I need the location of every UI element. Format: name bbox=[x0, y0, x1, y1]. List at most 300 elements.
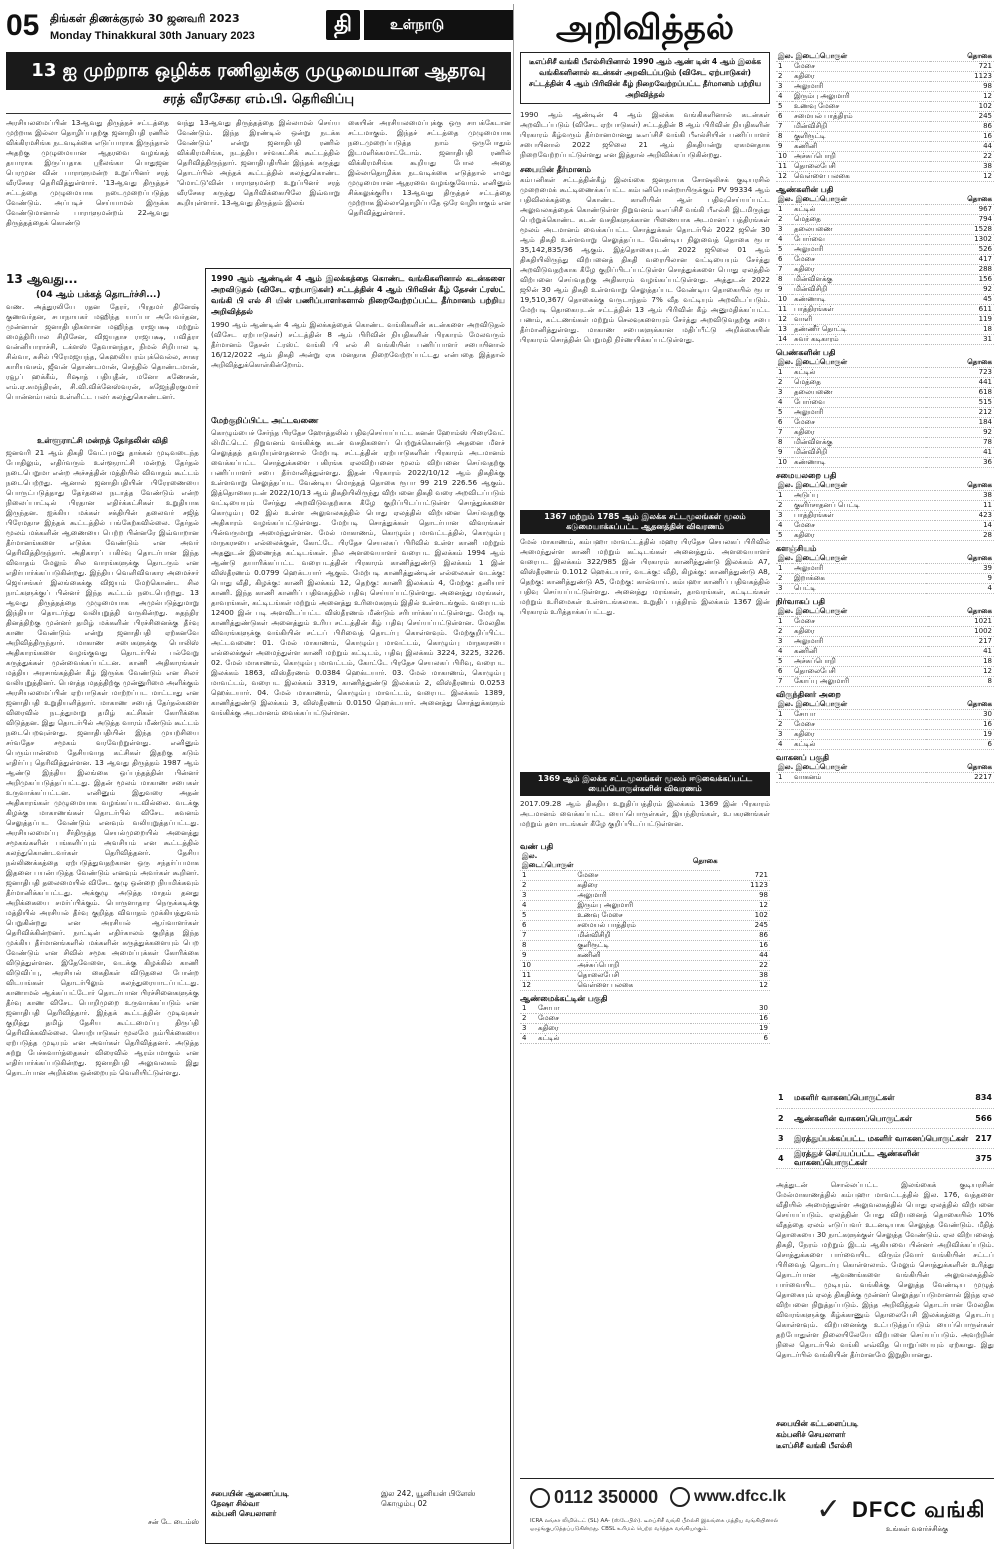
table-row bbox=[776, 102, 994, 112]
row-quantity: 102 bbox=[720, 911, 770, 921]
row-number: 4 bbox=[520, 901, 575, 911]
row-number: 11 bbox=[776, 162, 792, 172]
row-quantity: 2217 bbox=[926, 773, 994, 783]
row-number: 1 bbox=[776, 368, 792, 378]
col-header-qty: தொகை bbox=[928, 607, 994, 617]
col-header-qty: தொகை bbox=[926, 195, 994, 205]
row-number: 8 bbox=[776, 438, 792, 448]
col-header-qty: தொகை bbox=[926, 700, 994, 710]
table-row bbox=[776, 720, 994, 730]
row-quantity: 18 bbox=[928, 657, 994, 667]
inventory-section-title: விருந்தினர் அறை bbox=[776, 690, 841, 699]
notice-schedule-title: மேற்குறிப்பிட்ட அட்டவணை bbox=[211, 416, 319, 425]
row-quantity: 6 bbox=[926, 740, 994, 750]
row-quantity: 102 bbox=[930, 102, 994, 112]
row-number: 9 bbox=[776, 142, 792, 152]
row-number: 10 bbox=[776, 152, 792, 162]
row-number: 4 bbox=[776, 235, 792, 245]
row-item: குளிர்சாதனப் பெட்டி bbox=[792, 501, 935, 511]
row-item: கணினி bbox=[792, 142, 930, 152]
row-quantity: 417 bbox=[926, 255, 994, 265]
row-item: மேசை bbox=[792, 255, 926, 265]
announcement-text-3: 2017.09.28 ஆம் திகதிய உறுதிப்பத்திரம் இலக்கம் 1369 இன் பிரகாரம் அடமானம் வைக்கப்பட்ட யைப்பொருள்கள், இயந்திரங்கள், உபகரணங்கள் மற்றும் தளபாடங்கள் கீழே குறிப்பிடப்பட்டுள்ளன. bbox=[520, 799, 770, 828]
table-header-row bbox=[776, 607, 994, 617]
continuation-subtitle: (04 ஆம் பக்கத் தொடர்ச்சி...) bbox=[36, 290, 161, 300]
table-row bbox=[776, 1088, 994, 1108]
row-number: 4 bbox=[776, 398, 792, 408]
row-item: போர்வை bbox=[792, 398, 926, 408]
row-number: 7 bbox=[776, 265, 792, 275]
row-quantity: 30 bbox=[926, 710, 994, 720]
table-row bbox=[776, 637, 994, 647]
row-quantity: 22 bbox=[720, 961, 770, 971]
row-item: அலுமாரி bbox=[792, 245, 926, 255]
table-row bbox=[776, 511, 994, 521]
row-number: 3 bbox=[776, 511, 792, 521]
table-header-row bbox=[776, 700, 994, 710]
announcement-subheading-3: 1369 ஆம் இலக்க சட்டமூலங்கள் மூலம் ஈடுவைக்கப்பட்ட யைப்பொருள்களின் விவரணம் bbox=[520, 772, 770, 796]
row-item: தண்ணீர் தொட்டி bbox=[792, 325, 926, 335]
row-item: அச்சுப்பொறி bbox=[792, 657, 928, 667]
table-row bbox=[776, 617, 994, 627]
table-row bbox=[776, 122, 994, 132]
table-row bbox=[520, 1024, 770, 1034]
row-item: கணினி bbox=[575, 951, 719, 961]
row-item: கதிரை bbox=[792, 627, 928, 637]
row-item: மின்விளக்கு bbox=[792, 275, 926, 285]
row-item: அலுமாரி bbox=[575, 891, 719, 901]
row-number: 1 bbox=[776, 205, 792, 215]
table-row bbox=[776, 428, 994, 438]
bank-name: DFCC வங்கி bbox=[852, 1497, 986, 1522]
continuation-subheading: உள்ளூராட்சி மன்றத் தேர்தலின் விதி bbox=[37, 436, 168, 445]
announcement-text-1: கம்பனிகள் சட்டத்தின்கீழ் இலங்கை ஜனநாயக சோஷலிசக் குடியரசில் முறைமைக் கூட்டிணைக்கப்பட்ட கம்பனியொன்றாயிருக்கும் PV 99334 ஆம் பதிவிலக்கத்தை கொண்ட காளியின் ஆள் பதிவுசெய்யப்பட்ட அலுவலகத்தைக் கொண்டுள்ள நிறுவனம் டீஎப்சிசீ வங்கி பீஎல்சி இடமிருந்து பெற்றுக்கொண்ட கடன் வசதிகளுக்கான பிணையாக அடமானப் பத்திரங்கள் மூலம் அடமானம் வைக்கப்பட்ட சொத்துக்கள் தொடர்பில் 2022 ஜூன் 30 ஆம் திகதி உள்ளவாறு செலுத்தப்பட வேண்டிய நிலுவைத் தொகை ரூபா 35,142,835/36 ஆகும். இத்தொகையுடன் 2022 ஜூலை 01 ஆம் திகதியிலிருந்து விற்பனைத் திகதி வரையிலான வட்டியையும் சேர்த்து அறவிடுவதற்காக கீழே குறிப்பிடப்பட்டுள்ள சொத்துக்களை பொது ஏலத்தில் விற்பனை செய்வதற்கு அதிகாரம் வழங்கப்பட்டுள்ளது. அத்துடன் 2022 ஜூன் 30 ஆம் திகதி உள்ளவாறு செலுத்தப்பட வேண்டிய தொகையில் ரூபா 19,510,367/ தொகைக்கு வருடாந்தம் 7% வீத வட்டியும் அறவிடப்படும். மேற்படி தொகையுடன் சட்டத்தின் 13 ஆம் பிரிவின் கீழ் அனுமதிக்கப்பட்ட பணம், கட்டணங்கள் மற்றும் செலவுகளையும் சேர்த்து அறவிடுவதற்கு சபை தீர்மானித்துள்ளது. மாகாண சபைகளுக்கான மதிப்பீட்டு அறிக்கையின் பிரகாரம் சொத்தின் பெறுமதி நிர்ணயிக்கப்பட்டுள்ளது. bbox=[520, 175, 770, 344]
announcement-intro: 1990 ஆம் ஆண்டின் 4 ஆம் இலக்க வங்கிகளினால் கடன்கள் அறவிடப்படும் (விசேட ஏற்பாடுகள்) சட்டத்தின் 8 ஆம் பிரிவின் நியதிகளின் பிரகாரம் கீழ்வரும் தீர்மானமானது டீஎப்சிசீ வங்கி பீஎல்சியின் பணிப்பாளர் சபையினால் 2022 ஜூலை 21 ஆம் திகதியன்று ஏகமனதாக நிறைவேற்றப்பட்டுள்ளது என இத்தால் அறிவிக்கப்படுகின்றது. bbox=[520, 110, 770, 159]
notice-address-line-2: கொழும்பு 02 bbox=[381, 1499, 428, 1508]
row-number: 9 bbox=[520, 951, 575, 961]
continuation-body-2: ஜனவரி 21 ஆம் திகதி வேட்புமனு தாக்கல் முடிவடைந்த போதிலும், எதிர்வரும் உள்ளூராட்சி மன்றத் தேர்தல் நடைபெறுமா என்ற அச்சத்தின் மத்தியில் விவாதம் கூட்டம் நடைபெற்றது. ஆனால் ஜனாதிபதியின் பிரேரணையை பொருட்படுத்தாது தேர்தலை நடாத்த வேண்டும் என்ற நிலைப்பாட்டில் பிரதான எதிர்க்கட்சிகள் உறுதியாக இருந்தன. ஐக்கிய மக்கள் சக்தியின் தலைவர் சஜித் பிரேமதாச இந்தக் கூட்டத்தில் பங்கேற்கவில்லை. தேர்தல் மூலம் மக்களின் ஆணையை பெற்ற பின்னரே இவ்வாறான தீர்மானங்களை எடுக்க வேண்டும் என அவர் தெரிவித்திருந்தார். அதிகாரப் பகிர்வு தொடர்பான இந்த விவாதம் மேலும் சில வாரங்களுக்கு தொடரும் என எதிர்பார்க்கப்படுகின்றது. இந்திய வெளிவிவகார அமைச்சர் ஜெய்சங்கர் இலங்கைக்கு விஜயம் மேற்கொண்ட சில நாட்களுக்குப் பின்னர் இந்த கூட்டம் நடைபெற்றது. 13 ஆவது திருத்தத்தை முழுமையாக அமுல்படுத்துமாறு இந்தியா தொடர்ந்து வலியுறுத்தி வருகின்றது. சுதந்திர தினத்திற்கு முன்னர் தமிழ் மக்களின் பிரச்சினைக்கு தீர்வு காண வேண்டும் என்று ஜனாதிபதி ஏற்கனவே அறிவித்திருந்தார். மாகாண சபைகளுக்கு பொலிஸ் அதிகாரங்களை வழங்குவது தொடர்பில் பல்வேறு கருத்துக்கள் முன்வைக்கப்பட்டன. காணி அதிகாரங்கள் மத்திய அரசாங்கத்தின் கீழ் இருக்க வேண்டும் என சிலர் வலியுறுத்தினர். பௌத்த மதத்திற்கு முன்னுரிமை அளிக்கும் அரசியலமைப்பின் ஏற்பாடுகள் மாற்றப்பட மாட்டாது என ஜனாதிபதி உறுதியளித்தார். மாகாண சபைத் தேர்தல்களை விரைவில் நடத்துமாறு தமிழ் கட்சிகள் கோரிக்கை விடுத்தன. இது தொடர்பில் அடுத்த வாரம் மீண்டும் கூட்டம் நடைபெறவுள்ளது. ஜனாதிபதியின் இந்த முயற்சியை சர்வதேச சமூகம் வரவேற்றுள்ளது. எனினும் பெரும்பான்மை தேசியவாத கட்சிகள் இதற்கு கடும் எதிர்ப்பு தெரிவித்துள்ளன. 13 ஆவது திருத்தம் 1987 ஆம் ஆண்டு இந்திய இலங்கை ஒப்பந்தத்தின் பின்னர் அறிமுகப்படுத்தப்பட்டது. இதன் மூலம் மாகாண சபைகள் உருவாக்கப்பட்டன. எனினும் இதுவரை அதன் அதிகாரங்கள் முழுமையாக வழங்கப்படவில்லை. வடக்கு கிழக்கு மாகாணங்கள் தொடர்பில் விசேட கவனம் செலுத்தப்பட வேண்டும் எனவும் வலியுறுத்தப்பட்டது. அரசியலமைப்பு சீர்திருத்த செயல்முறையில் அனைத்து சமூகங்களின் பங்களிப்பும் அவசியம் என கூட்டத்தில் கலந்துகொண்டவர்கள் தெரிவித்தனர். தேசிய நல்லிணக்கத்தை ஏற்படுத்துவதற்கான ஒரு சந்தர்ப்பமாக இதனை பயன்படுத்த வேண்டும் எனவும் அவர்கள் கூறினர். ஜனாதிபதி தலைமையில் விசேட குழு ஒன்றை நியமிக்கவும் தீர்மானிக்கப்பட்டது. அக்குழு அடுத்த மாதம் தனது அறிக்கையை சமர்ப்பிக்கும். பொருளாதார நெருக்கடிக்கு மத்தியில் அரசியல் தீர்வு குறித்த விவாதம் முக்கியத்துவம் பெறுகின்றது என அரசியல் ஆய்வாளர்கள் தெரிவிக்கின்றனர். நாட்டின் எதிர்காலம் குறித்த இந்த முக்கிய தீர்மானங்களில் மக்களின் கருத்துக்களையும் பெற வேண்டும் என சிவில் சமூக அமைப்புக்கள் கோரிக்கை விடுத்துள்ளன. இதேவேளை, வடக்கு கிழக்கில் காணி விடுவிப்பு, அரசியல் கைதிகள் விடுதலை போன்ற விடயங்கள் தொடர்பிலும் கலந்துரையாடப்பட்டது. காணாமல் ஆக்கப்பட்டோர் தொடர்பான பிரச்சினைகளுக்கு தீர்வு காண விசேட பொறிமுறை உருவாக்கப்படும் என ஜனாதிபதி தெரிவித்தார். இந்தக் கூட்டத்தின் முடிவுகள் குறித்து தமிழ் தேசிய கூட்டமைப்பு திருப்தி தெரிவிக்கவில்லை. செயற்பாடுகள் மூலமே நம்பிக்கையை ஏற்படுத்த முடியும் என அவர்கள் தெரிவித்தனர். அடுத்த சுற்று பேச்சுவார்த்தைகள் விரைவில் ஆரம்பமாகும் என எதிர்பார்க்கப்படுகின்றது. ஜனாதிபதி அலுவலகம் இது தொடர்பான அறிக்கை ஒன்றையும் வெளியிட்டுள்ளது. bbox=[6, 448, 199, 1077]
row-item: கதிரை bbox=[792, 265, 926, 275]
signoff-line-3: டீஎப்சிசீ வங்கி பீஎல்சி bbox=[776, 1441, 853, 1450]
row-item: பாத்திரங்கள் bbox=[792, 511, 935, 521]
row-number: 7 bbox=[520, 931, 575, 941]
table-row bbox=[776, 491, 994, 501]
row-item: அடுப்பு bbox=[792, 491, 935, 501]
row-quantity: 441 bbox=[926, 378, 994, 388]
row-quantity: 119 bbox=[926, 315, 994, 325]
lead-column-3: கையின் அரசியலமைப்புக்கு ஒரு சாபக்கேடான சட்டமாகும். இந்தச் சட்டத்தை முழுமையாக நடைமுறைப்படுத்த நாம் ஒருபோதும் இடமளிக்கமாட்டோம். ஜனாதிபதி ரணில் விக்கிரமசிங்க கூறியது போல அதை இல்லாதொழிக்க நடவடிக்கை எடுத்தால் எமது முழுமையான ஆதரவை வழங்குவோம். எனினும் சிக்கலுக்குரிய 13ஆவது திருத்தச் சட்டத்தை முற்றாக இல்லாதொழிப்பதே ஒரே வழியாகும் என தெரிவித்துள்ளார். bbox=[348, 118, 511, 217]
row-number: 14 bbox=[776, 335, 792, 345]
page-number: 05 bbox=[6, 9, 40, 42]
col-header-qty: தொகை bbox=[926, 763, 994, 773]
col-header-qty: தொகை bbox=[926, 358, 994, 368]
table-row bbox=[776, 740, 994, 750]
inventory-section-title: வாகனப் பகுதி bbox=[776, 753, 830, 762]
row-item: தொலைபேசி bbox=[575, 971, 719, 981]
row-number: 3 bbox=[776, 730, 792, 740]
row-quantity: 44 bbox=[720, 951, 770, 961]
row-item: அச்சுப்பொறி bbox=[575, 961, 719, 971]
col-header-qty: தொகை bbox=[935, 481, 994, 491]
row-number: 2 bbox=[776, 215, 792, 225]
ground-label: ஆண்மைக்கட்டின் பகுதி bbox=[520, 994, 608, 1003]
notice-heading: 1990 ஆம் ஆண்டின் 4 ஆம் இலக்கத்தை கொண்ட வங்கிகளினால் கடன்களை அறவிடுதல் (விசேட ஏற்பாடுகள்) சட்டத்தின் 4 ஆம் பிரிவின் கீழ் தேசன் ட்ரஸ்ட் வங்கி பி எல் சி யின் பணிப்பாளர்களால் நிறைவேற்றப்பட்ட தீர்மானம் பற்றிய அறிவித்தல் bbox=[211, 274, 505, 316]
table-row bbox=[776, 458, 994, 468]
row-number: 11 bbox=[520, 971, 575, 981]
notice-footer bbox=[211, 1477, 505, 1537]
unit-inventory-table bbox=[520, 852, 770, 991]
unit-label: வண் பதி bbox=[520, 842, 554, 851]
date-english: Monday Thinakkural 30th January 2023 bbox=[50, 30, 255, 42]
row-quantity: 45 bbox=[926, 295, 994, 305]
row-item: அச்சுப்பொறி bbox=[792, 152, 930, 162]
announcement-headline-box: டீஎப்சிசீ வங்கி பீஎல்சியினால் 1990 ஆம் ஆண் டின் 4 ஆம் இலக்க வங்கிகளினால் கடன்கள் அறவிடப்படும் (விசேட ஏற்பாடுகள்) சட்டத்தின் 4 ஆம் பிரிவின் கீழ் நிறைவேற்றப்பட்ட தீர்மானம் பற்றிய அறிவித்தல் bbox=[520, 52, 770, 104]
row-number: 12 bbox=[776, 172, 792, 182]
table-row bbox=[520, 911, 770, 921]
ground-inventory-table bbox=[520, 1004, 770, 1044]
notice-signatory-role: கம்பனி செயலாளர் bbox=[211, 1509, 277, 1518]
inventory-section-table bbox=[776, 554, 994, 594]
row-item: குளிரூட்டி bbox=[792, 132, 930, 142]
continuation-title[interactable]: 13 ஆவது... bbox=[6, 272, 78, 286]
row-number: 3 bbox=[776, 225, 792, 235]
row-number: 5 bbox=[776, 408, 792, 418]
row-number: 3 bbox=[520, 891, 575, 901]
row-number: 2 bbox=[776, 72, 792, 82]
table-row bbox=[776, 584, 994, 594]
website-url: www.dfcc.lk bbox=[694, 1488, 786, 1506]
row-number: 7 bbox=[776, 122, 792, 132]
row-number: 2 bbox=[776, 627, 792, 637]
row-number: 7 bbox=[776, 677, 792, 687]
row-number: 1 bbox=[776, 773, 792, 783]
row-quantity: 1123 bbox=[930, 72, 994, 82]
closing-signoff bbox=[776, 1418, 994, 1451]
row-item: தலையணை bbox=[792, 388, 926, 398]
row-item: மின்விளக்கு bbox=[792, 438, 926, 448]
table-row bbox=[520, 981, 770, 991]
row-item: கதிரை bbox=[575, 881, 719, 891]
table-row bbox=[776, 521, 994, 531]
row-quantity: 16 bbox=[691, 1014, 770, 1024]
row-item: தொலைபேசி bbox=[792, 667, 928, 677]
table-row bbox=[776, 172, 994, 182]
row-number: 13 bbox=[776, 325, 792, 335]
row-number: 3 bbox=[776, 1128, 792, 1148]
table-row bbox=[776, 647, 994, 657]
row-quantity: 967 bbox=[926, 205, 994, 215]
table-row bbox=[776, 72, 994, 82]
row-quantity: 19 bbox=[691, 1024, 770, 1034]
row-quantity: 16 bbox=[926, 720, 994, 730]
row-quantity: 28 bbox=[935, 531, 994, 541]
table-row bbox=[520, 931, 770, 941]
lead-subhead: சரத் வீரசேகர எம்.பி. தெரிவிப்பு bbox=[6, 92, 511, 114]
notice-signatory bbox=[211, 1489, 289, 1519]
row-quantity: 39 bbox=[926, 564, 994, 574]
row-number: 11 bbox=[776, 305, 792, 315]
row-quantity: 1302 bbox=[926, 235, 994, 245]
dfcc-logo bbox=[816, 1489, 986, 1537]
table-row bbox=[776, 1128, 994, 1148]
row-item: மேசை bbox=[792, 62, 930, 72]
table-row bbox=[520, 891, 770, 901]
table-row bbox=[776, 408, 994, 418]
row-item: வெள்ளை பலகை bbox=[792, 172, 930, 182]
row-number: 1 bbox=[776, 710, 792, 720]
row-item: மகளிர் வாகனப்பொருட்கள் bbox=[792, 1088, 973, 1108]
table-row bbox=[776, 378, 994, 388]
globe-icon bbox=[670, 1487, 690, 1507]
row-number: 1 bbox=[776, 62, 792, 72]
row-quantity: 14 bbox=[935, 521, 994, 531]
row-quantity: 18 bbox=[926, 325, 994, 335]
row-quantity: 31 bbox=[926, 335, 994, 345]
row-number: 1 bbox=[520, 1004, 536, 1014]
row-item: மின்விசிறி bbox=[792, 448, 926, 458]
table-row bbox=[776, 1148, 994, 1168]
row-quantity: 1528 bbox=[926, 225, 994, 235]
row-item: அலுமாரி bbox=[792, 82, 930, 92]
row-item: சோபா bbox=[792, 710, 926, 720]
row-number: 3 bbox=[776, 388, 792, 398]
table-row bbox=[776, 215, 994, 225]
table-row bbox=[776, 368, 994, 378]
table-row bbox=[520, 1014, 770, 1024]
row-item: வாளி bbox=[792, 315, 926, 325]
row-quantity: 78 bbox=[926, 438, 994, 448]
row-quantity: 86 bbox=[930, 122, 994, 132]
row-item: மேசை bbox=[792, 418, 926, 428]
table-row bbox=[776, 132, 994, 142]
row-quantity: 288 bbox=[926, 265, 994, 275]
table-row bbox=[776, 235, 994, 245]
table-row bbox=[776, 255, 994, 265]
row-quantity: 515 bbox=[926, 398, 994, 408]
row-quantity: 92 bbox=[926, 285, 994, 295]
row-item: கட்டில் bbox=[792, 368, 926, 378]
row-item: மேசை bbox=[536, 1014, 691, 1024]
inventory-section-title: களஞ்சியம் bbox=[776, 544, 817, 553]
row-number: 4 bbox=[520, 1034, 536, 1044]
row-item: மேசை bbox=[792, 617, 928, 627]
signoff-line-2: கம்பனிச் செயலாளர் bbox=[776, 1430, 846, 1439]
source-credit: சன் டே டைம்ஸ் bbox=[147, 1518, 199, 1526]
row-number: 6 bbox=[776, 418, 792, 428]
table-row bbox=[520, 951, 770, 961]
row-item: சமையல் பாத்திரம் bbox=[792, 112, 930, 122]
row-item: ஆண்களின் வாகனப்பொருட்கள் bbox=[792, 1108, 973, 1128]
col-header-qty: தொகை bbox=[575, 852, 719, 871]
table-row bbox=[520, 1004, 770, 1014]
table-header-row bbox=[520, 852, 770, 871]
lead-headline[interactable]: 13 ஐ முற்றாக ஒழிக்க ரணிலுக்கு முழுமையான ஆதரவு bbox=[6, 52, 511, 90]
notice-address bbox=[381, 1489, 475, 1509]
row-number: 5 bbox=[776, 657, 792, 667]
row-number: 6 bbox=[520, 921, 575, 931]
row-item: கண்ணாடி bbox=[792, 295, 926, 305]
table-row bbox=[776, 501, 994, 511]
row-item: வாகனம் bbox=[792, 773, 926, 783]
row-number: 4 bbox=[776, 740, 792, 750]
row-number: 4 bbox=[776, 92, 792, 102]
lead-body bbox=[6, 118, 511, 268]
col-header-qty: தொகை bbox=[926, 554, 994, 564]
row-number: 12 bbox=[776, 315, 792, 325]
table-row bbox=[776, 225, 994, 235]
row-number: 7 bbox=[776, 428, 792, 438]
table-row bbox=[776, 305, 994, 315]
table-row bbox=[520, 971, 770, 981]
row-item: சுவர் கடிகாரம் bbox=[792, 335, 926, 345]
notice-signatory-name: தேஷா சில்வா bbox=[211, 1499, 260, 1508]
row-quantity: 9 bbox=[926, 574, 994, 584]
col-header-item: இல. இடைப்பொருள் bbox=[776, 607, 928, 617]
table-row bbox=[776, 667, 994, 677]
row-quantity: 19 bbox=[926, 730, 994, 740]
row-quantity: 41 bbox=[926, 448, 994, 458]
summary-table bbox=[776, 1088, 994, 1169]
row-quantity: 12 bbox=[928, 667, 994, 677]
continuation-body-1: வண. அத்துரலியே ரதன தேரர், பிரதமர் தினேஷ் குணவர்தன, சபாநாயகர் மஹிந்த யாப்பா அபேவர்தன, முன்னாள் ஜனாதிபதிகளான மஹிந்த ராஜபக்ஷ மற்றும் மைத்திரிபால சிறிசேன, விஜயதாச ராஜபக்ஷ, பவித்ரா வன்னியாராச்சி, டக்ளஸ் தேவானந்தா, நிமல் சிறிபால டி சில்வா, சுசில் பிரேமஜயந்த, கெஹலிய ரம்புக்வெல்ல, சாகர காரியவசம், ஜீவன் தொண்டமான், செந்தில் தொண்டமான், ரவூப் ஹக்கீம், ரிஷாத் பதியுதீன், மனோ கணேசன், எம்.ஏ.சுமந்திரன், சி.வி.விக்னேஸ்வரன், கஜேந்திரகுமார் பொன்னம்பலம் உள்ளிட்ட பலர் கலந்துகொண்டனர். bbox=[6, 302, 199, 401]
notice-by-order: சபையின் ஆணைப்படி bbox=[211, 1489, 289, 1498]
row-quantity: 794 bbox=[926, 215, 994, 225]
col-header-item: இல. இடைப்பொருள் bbox=[776, 700, 926, 710]
row-quantity: 156 bbox=[926, 275, 994, 285]
table-row bbox=[520, 901, 770, 911]
row-item: இரத்துப்பக்கப்பட்ட மகளிர் வாகனப்பொருட்கள் bbox=[792, 1128, 973, 1148]
row-quantity: 721 bbox=[720, 871, 770, 881]
table-header-row bbox=[776, 763, 994, 773]
row-quantity: 217 bbox=[973, 1128, 994, 1148]
row-item: மெத்தை bbox=[792, 215, 926, 225]
table-row bbox=[776, 438, 994, 448]
closing-text: அத்துடன் சொல்லப்பட்ட இலங்கைக் குடியரசின் மேல்மாகாணத்தில் கம்பஹா மாவட்டத்தில் இல. 176, வத்தளை வீதியில் அமைந்துள்ள அலுவலகத்தில் பொது ஏலத்தில் விற்பனை செய்யப்படும். ஏலத்தின் போது விற்பனைத் தொகையில் 10% வீதத்தை ஏலம் எடுப்பவர் உடனடியாக செலுத்த வேண்டும். மீதித் தொகையை 30 நாட்களுக்குள் செலுத்த வேண்டும். ஏல விற்பனைத் திகதி, நேரம் மற்றும் இடம் ஆகியவை பின்னர் அறிவிக்கப்படும். சொத்துக்களை பார்வையிட விரும்புவோர் வங்கியின் சட்டப் பிரிவைத் தொடர்பு கொள்ளலாம். மேலும் சொத்துக்களின் உரித்து தொடர்பான ஆவணங்களை வங்கியின் அலுவலகத்தில் பார்வையிட முடியும். வங்கிக்கு செலுத்த வேண்டிய முழுத் தொகையும் ஏலத் திகதிக்கு முன்னர் செலுத்தப்படுமானால் இந்த ஏல விற்பனை நிறுத்தப்படும். இந்த அறிவித்தல் தொடர்பான மேலதிக விவரங்களுக்கு கீழ்க்காணும் தொலைபேசி இலக்கத்தை தொடர்பு கொள்ளவும். விற்பனைக்கு உட்படுத்தப்படும் யைப்பொருள்கள் தற்போதுள்ள நிலையிலேயே விற்பனை செய்யப்படும். அவற்றின் நிலை தொடர்பில் வங்கி எவ்வித பொறுப்பையும் ஏற்காது. இது தொடர்பில் வங்கியின் தீர்மானமே இறுதியானது. bbox=[776, 1180, 994, 1359]
row-quantity: 38 bbox=[720, 971, 770, 981]
row-number: 2 bbox=[520, 1014, 536, 1024]
row-number: 3 bbox=[776, 637, 792, 647]
row-number: 1 bbox=[520, 871, 575, 881]
announcement-title: அறிவித்தல் bbox=[555, 8, 735, 48]
table-header-row bbox=[776, 481, 994, 491]
newspaper-logo: தி bbox=[326, 10, 360, 40]
row-number: 4 bbox=[776, 1148, 792, 1168]
row-number: 6 bbox=[776, 255, 792, 265]
inventory-section-table bbox=[776, 195, 994, 345]
row-quantity: 38 bbox=[935, 491, 994, 501]
col-header-item: இல. இடைப்பொருள் bbox=[776, 52, 930, 62]
table-row bbox=[520, 881, 770, 891]
row-item: கணினி bbox=[792, 647, 928, 657]
dfcc-mark-icon: ✓ bbox=[816, 1492, 842, 1527]
col-header-item: இல. இடைப்பொருள் bbox=[776, 358, 926, 368]
section-label: உள்நாடு bbox=[364, 10, 514, 40]
inventory-section-title: பெண்களின் பதி bbox=[776, 348, 836, 357]
table-row bbox=[520, 941, 770, 951]
row-item: உணவு மேசை bbox=[575, 911, 719, 921]
row-number: 5 bbox=[776, 531, 792, 541]
table-row bbox=[776, 627, 994, 637]
table-row bbox=[776, 92, 994, 102]
table-row bbox=[776, 285, 994, 295]
table-row bbox=[776, 574, 994, 584]
table-row bbox=[776, 82, 994, 92]
inventory-section-table bbox=[776, 700, 994, 750]
table-row bbox=[520, 921, 770, 931]
row-item: கட்டில் bbox=[536, 1034, 691, 1044]
row-item: மின்விசிறி bbox=[792, 285, 926, 295]
row-number: 10 bbox=[776, 295, 792, 305]
row-quantity: 212 bbox=[926, 408, 994, 418]
row-quantity: 16 bbox=[720, 941, 770, 951]
phone-contact[interactable] bbox=[530, 1487, 658, 1508]
row-quantity: 12 bbox=[930, 92, 994, 102]
row-quantity: 12 bbox=[720, 981, 770, 991]
row-number: 10 bbox=[520, 961, 575, 971]
notice-intro: 1990 ஆம் ஆண்டின் 4 ஆம் இலக்கத்தைக் கொண்ட வங்கிகளின் கடன்களை அறவிடுதல் (விசேட ஏற்பாடுகள்) சட்டத்தின் 8 ஆம் பிரிவின் நியதிகளின் பிரகாரம் மேலவரும் தீர்மானம் தேசன் ட்ரஸ்ட் வங்கி பி எல் சி வங்கியின் பணிப்பாளர் சபையினால் 16/12/2022 ஆம் திகதி அன்று ஏக மனதாக நிறைவேற்றப்பட்டது என்பதை இத்தால் அறிவித்துக்கொள்கின்றோம். bbox=[211, 320, 505, 369]
table-row bbox=[776, 388, 994, 398]
row-item: பெட்டி bbox=[792, 584, 926, 594]
table-row bbox=[520, 871, 770, 881]
row-item: இரத்துச் செய்யப்பட்ட ஆண்களின் வாகனப்பொருட்கள் bbox=[792, 1148, 973, 1168]
bank-footer bbox=[520, 1478, 994, 1544]
website-link[interactable] bbox=[670, 1487, 786, 1507]
inventory-section-table bbox=[776, 52, 994, 182]
row-quantity: 98 bbox=[720, 891, 770, 901]
masthead bbox=[6, 6, 511, 54]
row-item: மேசை bbox=[575, 871, 719, 881]
col-header-qty: தொகை bbox=[930, 52, 994, 62]
row-item: மேசை bbox=[792, 720, 926, 730]
inventory-section-title: நிர்வாகப் பதி bbox=[776, 597, 826, 606]
row-quantity: 11 bbox=[935, 501, 994, 511]
row-item: பாத்திரங்கள் bbox=[792, 305, 926, 315]
phone-number: 0112 350000 bbox=[554, 1487, 659, 1507]
row-quantity: 92 bbox=[926, 428, 994, 438]
row-number: 5 bbox=[776, 245, 792, 255]
row-quantity: 8 bbox=[928, 677, 994, 687]
row-number: 1 bbox=[776, 491, 792, 501]
table-row bbox=[776, 162, 994, 172]
table-row bbox=[776, 315, 994, 325]
row-quantity: 6 bbox=[691, 1034, 770, 1044]
table-header-row bbox=[776, 195, 994, 205]
row-quantity: 721 bbox=[930, 62, 994, 72]
notice-address-line-1: இல 242, யூனியன் பிளேஸ் bbox=[381, 1489, 476, 1498]
row-number: 9 bbox=[776, 448, 792, 458]
row-quantity: 38 bbox=[930, 162, 994, 172]
row-item: கதிரை bbox=[792, 72, 930, 82]
col-header-item: இல. இடைப்பொருள் bbox=[776, 195, 926, 205]
table-row bbox=[776, 677, 994, 687]
row-item: கண்ணாடி bbox=[792, 458, 926, 468]
closing-notes bbox=[776, 1180, 994, 1470]
table-row bbox=[776, 275, 994, 285]
inventory-section-title: சமையலறை பதி bbox=[776, 471, 837, 480]
row-item: தலையணை bbox=[792, 225, 926, 235]
row-number: 9 bbox=[776, 285, 792, 295]
row-quantity: 526 bbox=[926, 245, 994, 255]
inventory-list bbox=[776, 52, 994, 1082]
row-item: கதிரை bbox=[792, 531, 935, 541]
row-item: அலுமாரி bbox=[792, 564, 926, 574]
col-header-item: இல. இடைப்பொருள் bbox=[776, 481, 935, 491]
table-row bbox=[776, 245, 994, 255]
row-number: 8 bbox=[520, 941, 575, 951]
row-item: அலுமாரி bbox=[792, 637, 928, 647]
row-number: 2 bbox=[520, 881, 575, 891]
summary-table-box bbox=[776, 1088, 994, 1178]
